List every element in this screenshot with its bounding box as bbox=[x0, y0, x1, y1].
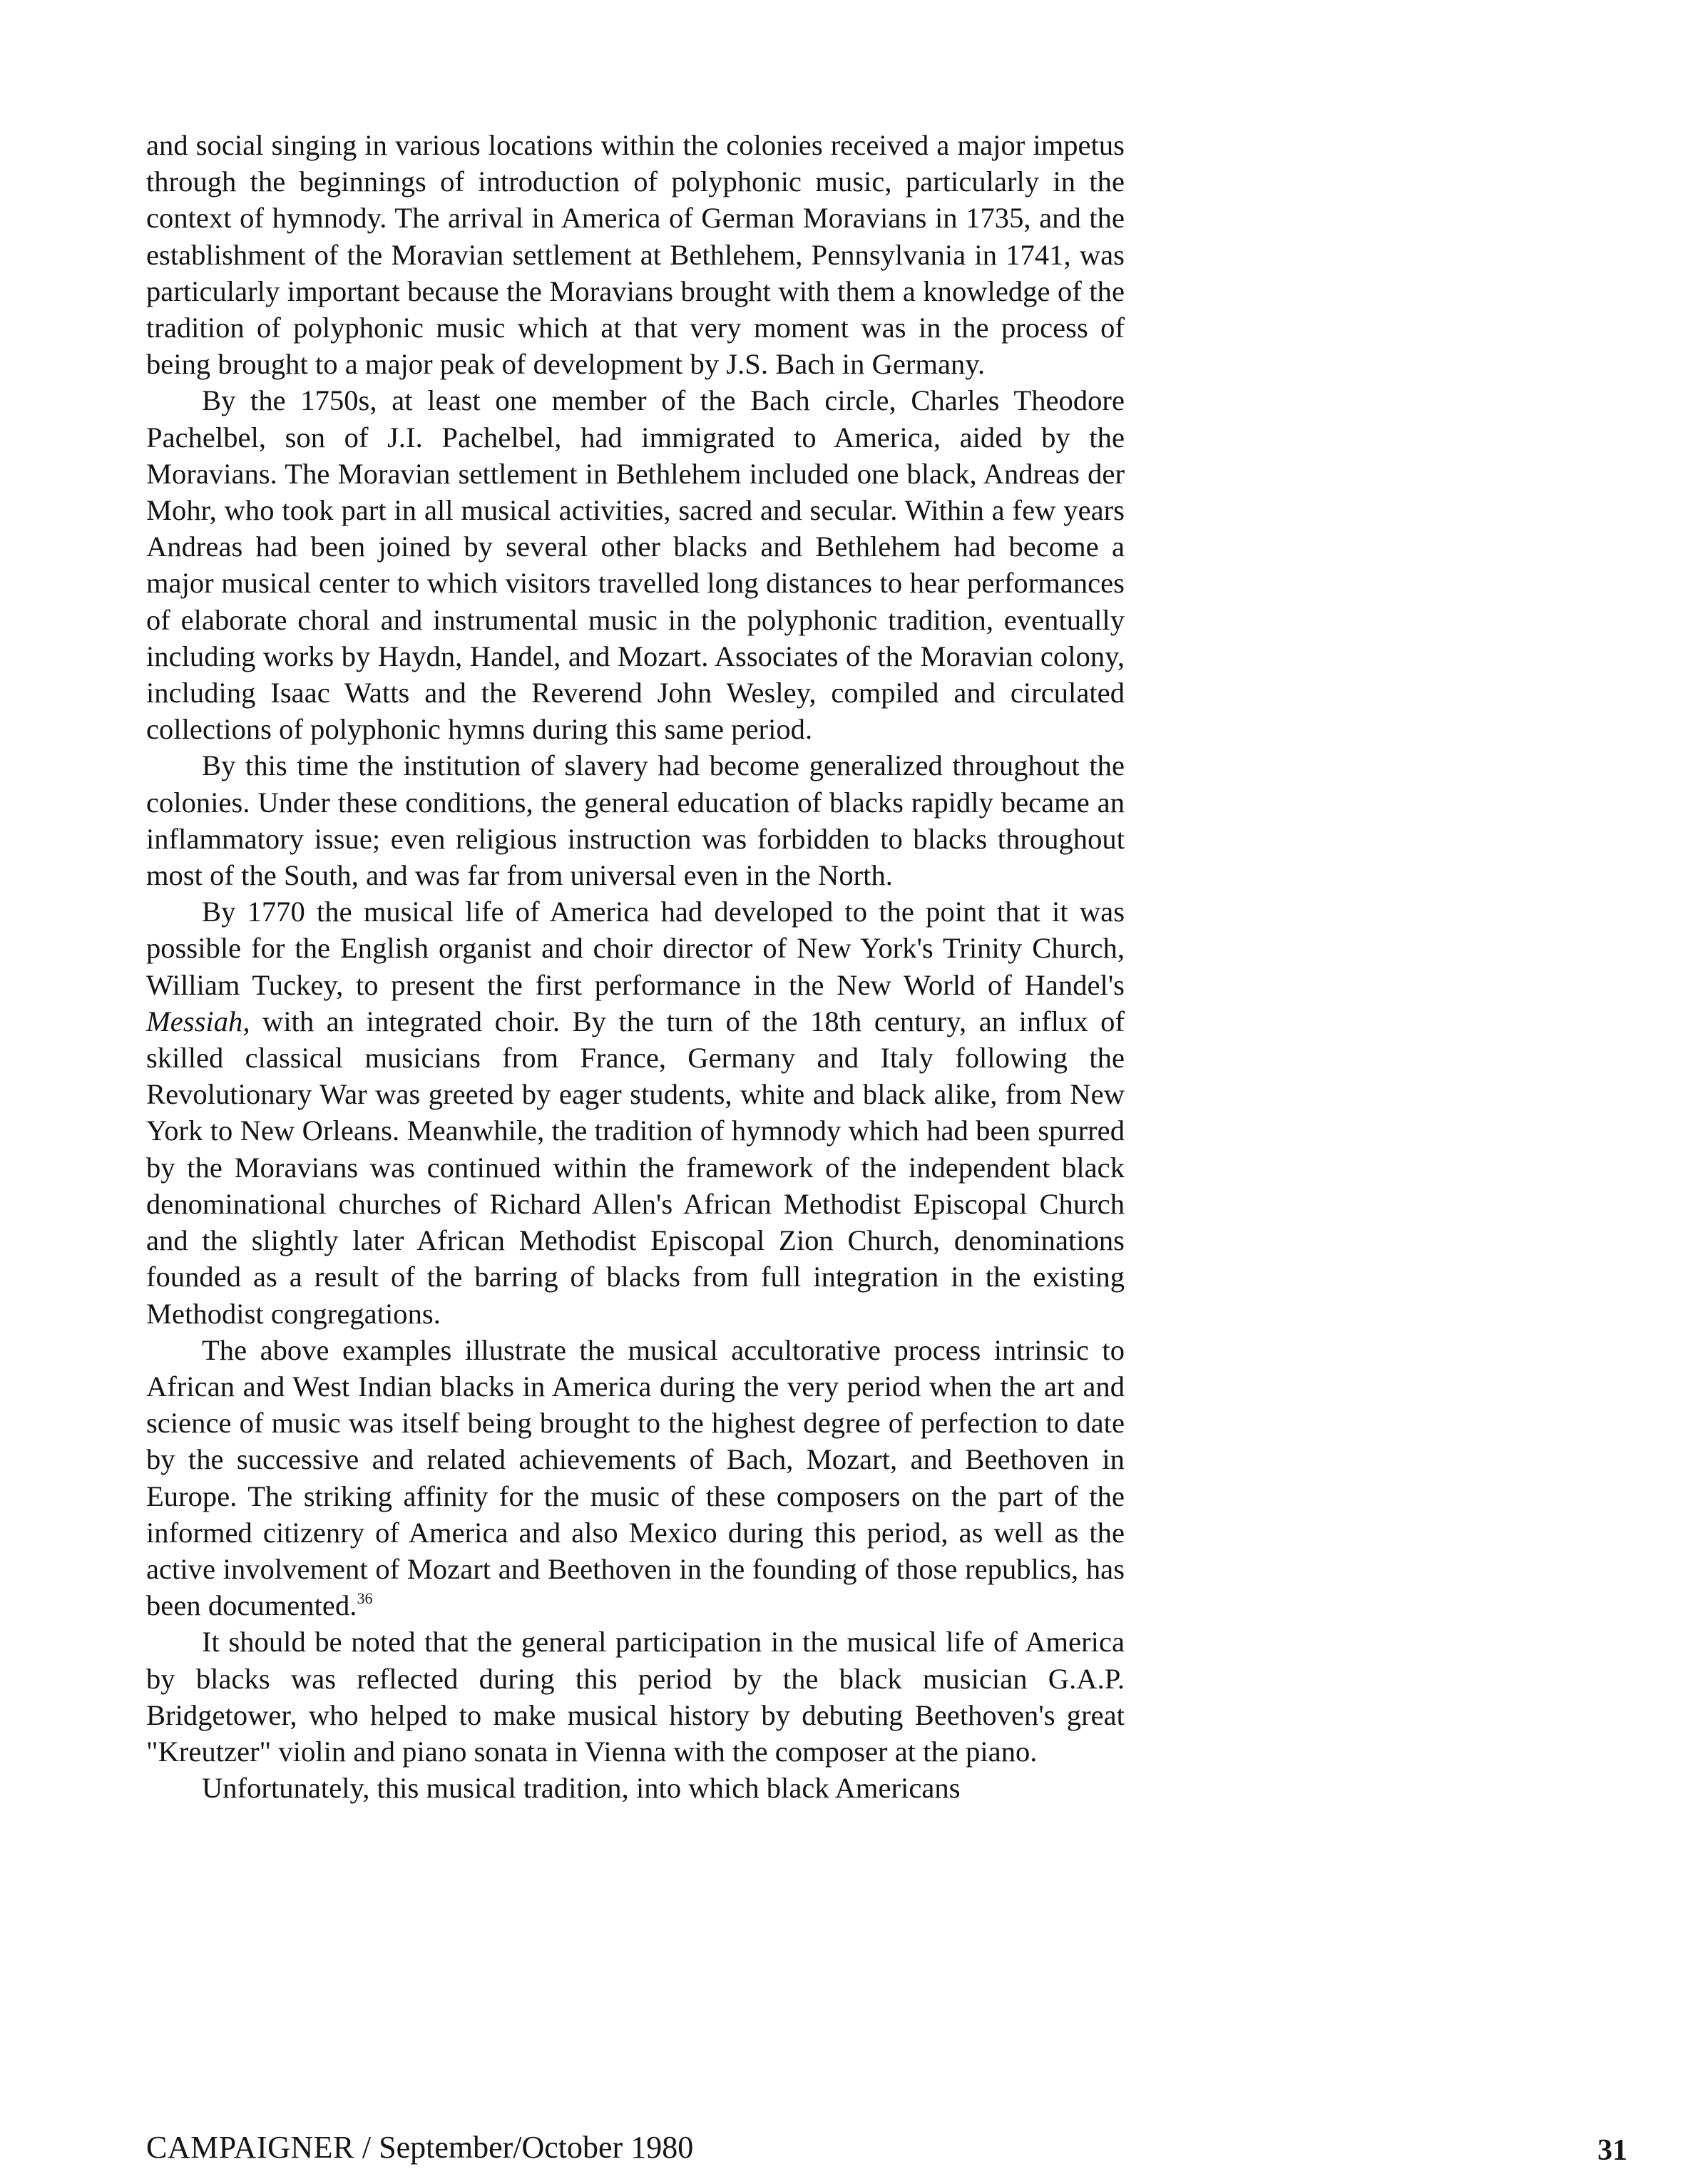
paragraph-2: By the 1750s, at least one member of the Bach circle, Charles Theodore Pachelbel, son of J.I. Pachelbel, had immigrated to America, aided by the Moravians. The Moravian settlement in Bethlehem included one black, Andreas der Mohr, who took part in all musical activities, sacred and secular. Within a few years Andreas had been joined by several other blacks and Bethlehem had become a major musical center to which visitors travelled long distances to hear performances of elaborate choral and instrumental music in the polyphonic tradition, eventually including works by Haydn, Handel, and Mozart. Associates of the Moravian colony, including Isaac Watts and the Reverend John Wesley, compiled and circulated collections of polyphonic hymns during this same period. bbox=[146, 384, 1125, 746]
running-footer bbox=[146, 2129, 693, 2166]
paragraph-1: and social singing in various locations within the colonies received a major impetus through the beginnings of introduction of polyphonic music, particularly in the context of hymnody. The arrival in America of German Moravians in 1735, and the establishment of the Moravian settlement at Bethlehem, Pennsylvania in 1741, was particularly important because the Moravians brought with them a knowledge of the tradition of polyphonic music which at that very moment was in the process of being brought to a major peak of development by J.S. Bach in Germany. bbox=[146, 129, 1125, 381]
paragraph-4 bbox=[146, 893, 1125, 1331]
paragraph-4-text-before: By 1770 the musical life of America had developed to the point that it was possible for the English organist and choir director of New York's Trinity Church, William Tuckey, to present the first performance in the New World of Handel's bbox=[146, 896, 1125, 1001]
paragraph-3: By this time the institution of slavery had become generalized throughout the colonies. Under these conditions, the general education of blacks rapidly became an inflammatory issue; even religious instruction was forbidden to blacks throughout most of the South, and was far from universal even in the North. bbox=[146, 749, 1125, 892]
paragraph-7: Unfortunately, this musical tradition, into which black Americans bbox=[202, 1772, 961, 1805]
article-body bbox=[146, 127, 1125, 1806]
page-number: 31 bbox=[1597, 2134, 1627, 2167]
paragraph-5 bbox=[146, 1332, 1125, 1624]
paragraph-6: It should be noted that the general participation in the musical life of America by blacks was reflected during this period by the black musician G.A.P. Bridgetower, who helped to make musical history by debuting Beethoven's great "Kreutzer" violin and piano sonata in Vienna with the composer at the piano. bbox=[146, 1626, 1125, 1768]
issue-date: / September/October 1980 bbox=[354, 2130, 694, 2165]
paragraph-4-text-after: with an integrated choir. By the turn of the 18th century, an influx of skilled classical musicians from France, Germany and Italy following the Revolutionary War was greeted by eager students, white and black alike, from New York to New Orleans. Meanwhile, the tradition of hymnody which had been spurred by the Moravians was continued within the framework of the independent black denominational churches of Richard Allen's African Methodist Episcopal Church and the slightly later African Methodist Episcopal Zion Church, denominations founded as a result of the barring of blacks from full integration in the existing Methodist congregations. bbox=[146, 1005, 1125, 1330]
footnote-ref: 36 bbox=[357, 1589, 373, 1608]
messiah-title: Messiah, bbox=[146, 1005, 250, 1037]
paragraph-5-text: The above examples illustrate the musical accultorative process intrinsic to African and West Indian blacks in America during the very period when the art and science of music was itself being brought to the highest degree of perfection to date by the successive and related achievements of Bach, Mozart, and Beethoven in Europe. The striking affinity for the music of these composers on the part of the informed citizenry of America and also Mexico during this period, as well as the active involvement of Mozart and Beethoven in the founding of those republics, has been documented. bbox=[146, 1333, 1125, 1622]
publication-name: CAMPAIGNER bbox=[146, 2130, 354, 2165]
